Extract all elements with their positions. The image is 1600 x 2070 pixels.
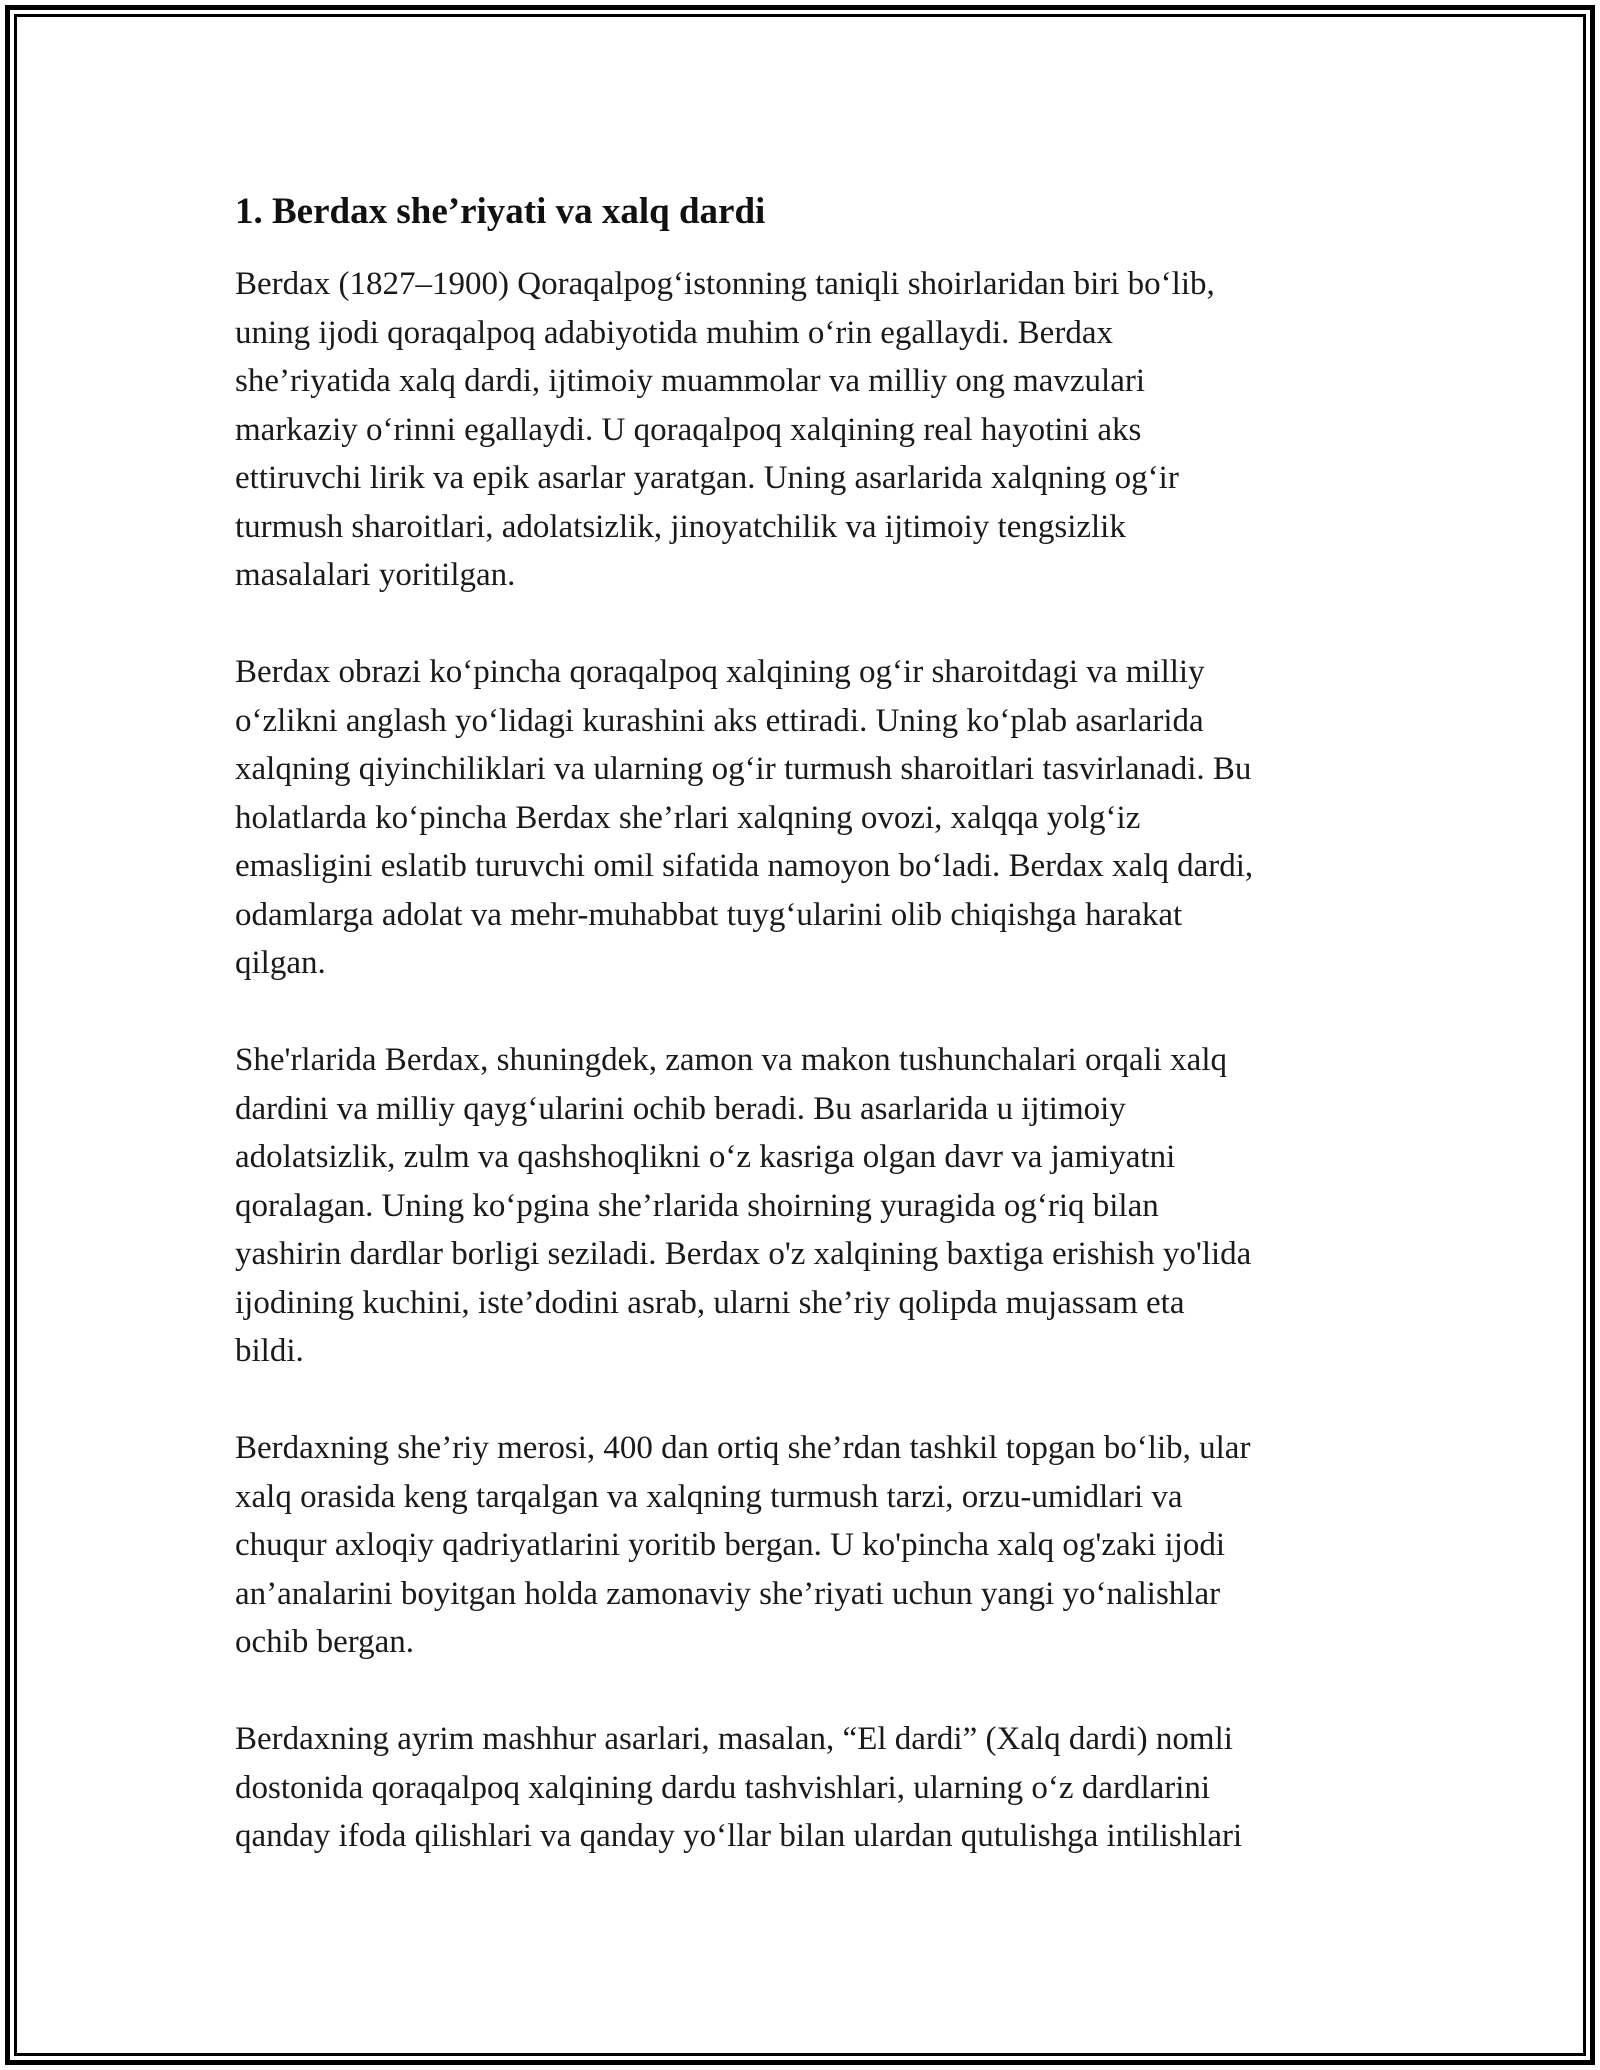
- paragraph-2: Berdax obrazi ko‘pincha qoraqalpoq xalqining og‘ir sharoitdagi va milliy o‘zlikni anglash yo‘lidagi kurashini aks ettiradi. Uning ko‘plab asarlarida xalqning qiyinchiliklari va ularning og‘ir turmush sharoitlari tasvirlanadi. Bu holatlarda ko‘pincha Berdax she’rlari xalqning ovozi, xalqqa yolg‘iz emasligini eslatib turuvchi omil sifatida namoyon bo‘ladi. Berdax xalq dardi, odamlarga adolat va mehr-muhabbat tuyg‘ularini olib chiqishga harakat qilgan.: [235, 654, 1254, 981]
- section-title: 1. Berdax she’riyati va xalq dardi: [235, 191, 766, 232]
- paragraph-5: Berdaxning ayrim mashhur asarlari, masalan, “El dardi” (Xalq dardi) nomli dostonida qoraqalpoq xalqining dardu tashvishlari, ularning o‘z dardlarini qanday ifoda qilishlari va qanday yo‘llar bilan ulardan qutulishga intilishlari: [235, 1721, 1243, 1854]
- paragraph-3: She'rlarida Berdax, shuningdek, zamon va makon tushunchalari orqali xalq dardini va milliy qayg‘ularini ochib beradi. Bu asarlarida u ijtimoiy adolatsizlik, zulm va qashshoqlikni o‘z kasriga olgan davr va jamiyatni qoralagan. Uning ko‘pgina she’rlarida shoirning yuragida og‘riq bilan yashirin dardlar borligi seziladi. Berdax o'z xalqining baxtiga erishish yo'lida ijodining kuchini, iste’dodini asrab, ularni she’riy qolipda mujassam eta bildi.: [235, 1042, 1252, 1369]
- document-body: [235, 188, 1375, 1909]
- paragraph-1: Berdax (1827–1900) Qoraqalpog‘istonning taniqli shoirlaridan biri bo‘lib, uning ijodi qoraqalpoq adabiyotida muhim o‘rin egallaydi. Berdax she’riyatida xalq dardi, ijtimoiy muammolar va milliy ong mavzulari markaziy o‘rinni egallaydi. U qoraqalpoq xalqining real hayotini aks ettiruvchi lirik va epik asarlar yaratgan. Uning asarlarida xalqning og‘ir turmush sharoitlari, adolatsizlik, jinoyatchilik va ijtimoiy tengsizlik masalalari yoritilgan.: [235, 266, 1215, 593]
- paragraph-4: Berdaxning she’riy merosi, 400 dan ortiq she’rdan tashkil topgan bo‘lib, ular xalq orasida keng tarqalgan va xalqning turmush tarzi, orzu-umidlari va chuqur axloqiy qadriyatlarini yoritib bergan. U ko'pincha xalq og'zaki ijodi an’analarini boyitgan holda zamonaviy she’riyati uchun yangi yo‘nalishlar ochib bergan.: [235, 1430, 1251, 1660]
